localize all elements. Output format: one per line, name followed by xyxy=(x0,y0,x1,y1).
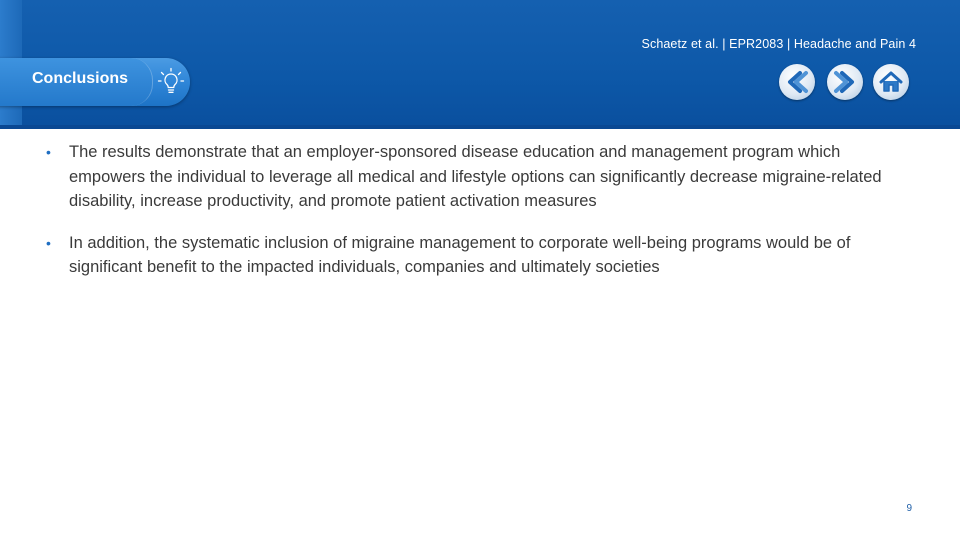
bullet-text: In addition, the systematic inclusion of migraine management to corporate well-being programs would be of significant benefit to the impacted individuals, companies and ultimately societies xyxy=(69,233,851,276)
forward-button[interactable] xyxy=(827,64,863,100)
forward-arrow-icon xyxy=(827,64,863,100)
slide-body xyxy=(46,140,916,280)
lightbulb-icon xyxy=(156,66,186,96)
bullet-item xyxy=(46,231,916,280)
section-title: Conclusions xyxy=(32,70,129,87)
back-button[interactable] xyxy=(779,64,815,100)
header-bottom-rule xyxy=(0,125,960,129)
bullet-item xyxy=(46,140,916,214)
page-number: 9 xyxy=(906,503,912,514)
home-button[interactable] xyxy=(873,64,909,100)
bullet-marker: • xyxy=(46,144,51,160)
bullet-text: The results demonstrate that an employer-sponsored disease education and management program which empowers the individual to leverage all medical and lifestyle options can significantly decrease migraine-related disability, increase productivity, and promote patient activation measures xyxy=(69,143,882,210)
home-icon xyxy=(873,64,909,100)
citation-text: Schaetz et al. | EPR2083 | Headache and Pain 4 xyxy=(641,37,916,51)
back-arrow-icon xyxy=(779,64,815,100)
bullet-marker: • xyxy=(46,234,51,251)
